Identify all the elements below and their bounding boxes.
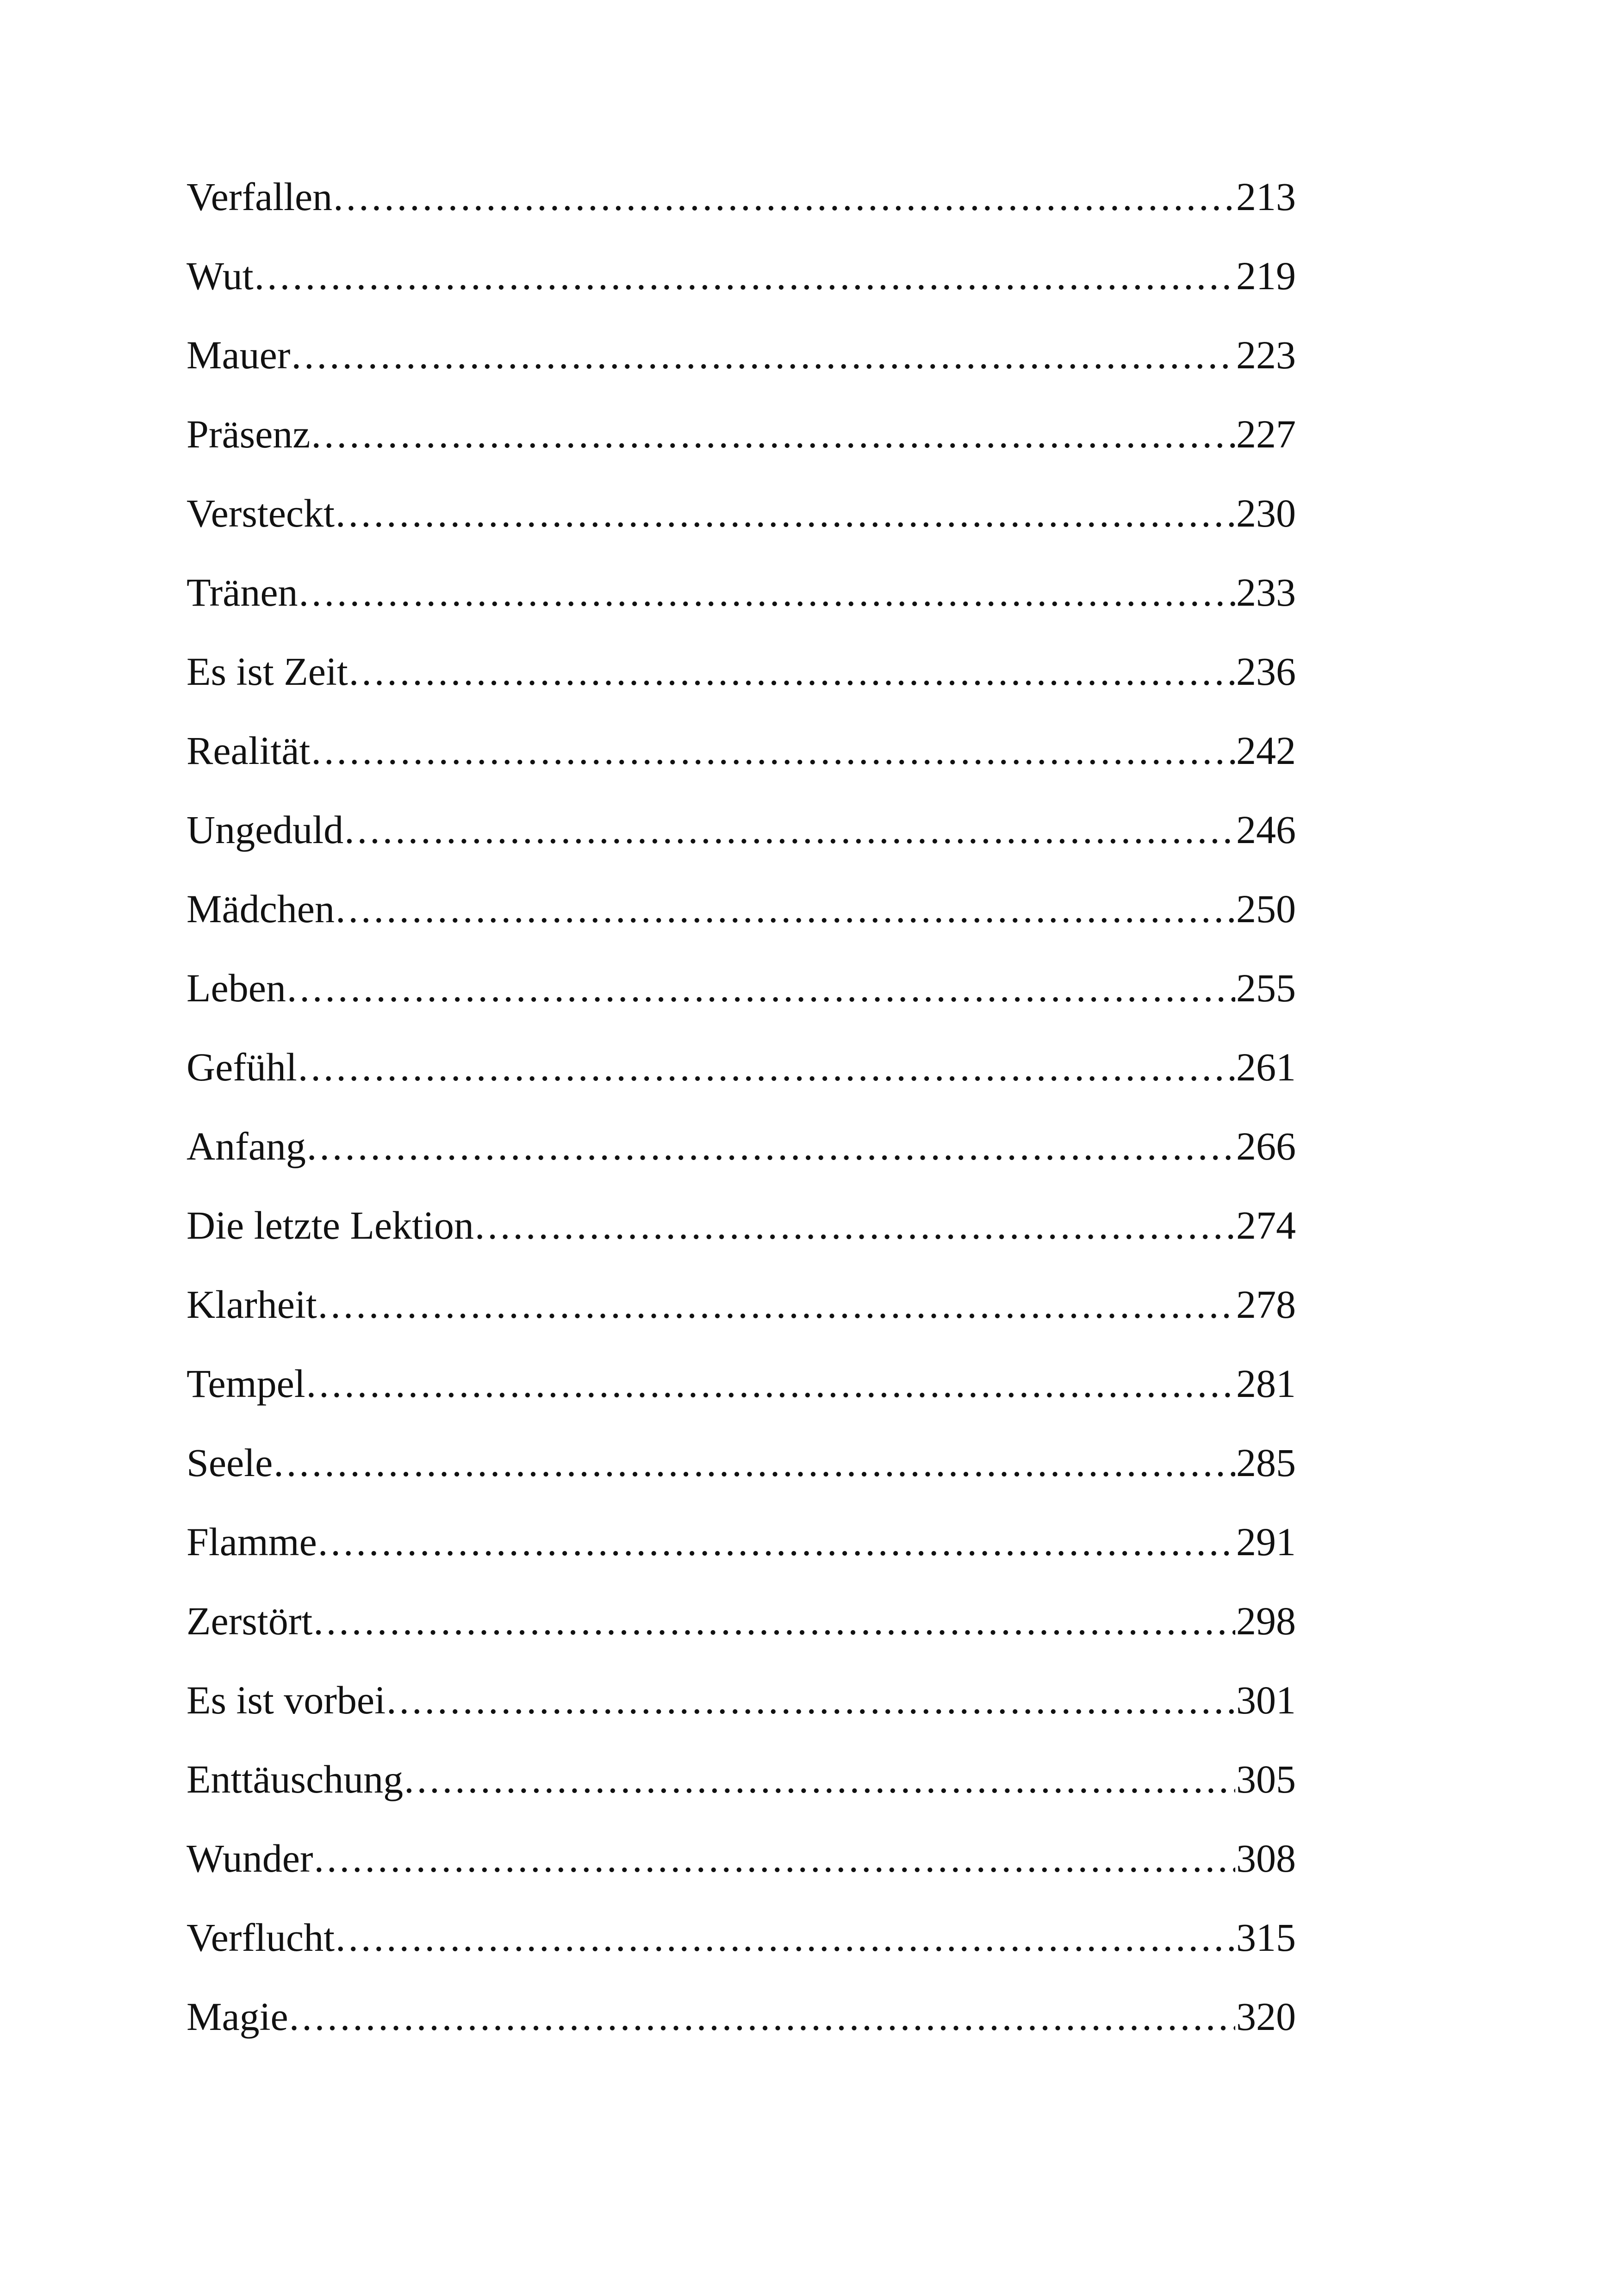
- toc-entry-title: Tränen: [187, 570, 298, 614]
- toc-entry[interactable]: [187, 1265, 1296, 1344]
- toc-entry[interactable]: [187, 553, 1296, 632]
- toc-entry-page: 320: [1236, 1994, 1296, 2039]
- toc-entry-title: Anfang: [187, 1124, 306, 1168]
- toc-entry-title: Präsenz: [187, 412, 311, 456]
- dot-leader: [314, 1819, 1235, 1898]
- toc-entry-title: Es ist Zeit: [187, 649, 348, 694]
- toc-entry[interactable]: [187, 316, 1296, 395]
- toc-entry-title: Leben: [187, 966, 286, 1010]
- toc-entry[interactable]: [187, 1661, 1296, 1740]
- toc-entry-page: 301: [1236, 1678, 1296, 1722]
- dot-leader: [311, 395, 1235, 474]
- toc-entry-title: Klarheit: [187, 1282, 317, 1327]
- toc-entry-title: Ungeduld: [187, 807, 344, 852]
- toc-entry[interactable]: [187, 949, 1296, 1028]
- toc-entry-title: Verflucht: [187, 1915, 335, 1960]
- dot-leader: [289, 1977, 1235, 2056]
- toc-entry[interactable]: [187, 157, 1296, 236]
- toc-entry-title: Wunder: [187, 1836, 313, 1880]
- dot-leader: [475, 1186, 1235, 1265]
- toc-entry-page: 219: [1236, 254, 1296, 298]
- toc-entry[interactable]: [187, 1107, 1296, 1186]
- toc-entry[interactable]: [187, 1502, 1296, 1582]
- toc-entry-title: Es ist vorbei: [187, 1678, 386, 1722]
- toc-entry[interactable]: [187, 869, 1296, 949]
- toc-entry-page: 250: [1236, 887, 1296, 931]
- toc-entry-page: 236: [1236, 649, 1296, 694]
- dot-leader: [336, 1898, 1235, 1977]
- toc-entry-page: 227: [1236, 412, 1296, 456]
- toc-entry-page: 255: [1236, 966, 1296, 1010]
- toc-entry-page: 308: [1236, 1836, 1296, 1880]
- toc-entry-title: Die letzte Lektion: [187, 1203, 474, 1247]
- toc-entry-title: Mädchen: [187, 887, 335, 931]
- table-of-contents: [187, 157, 1296, 2056]
- toc-entry-title: Zerstört: [187, 1599, 313, 1643]
- toc-entry[interactable]: [187, 236, 1296, 316]
- toc-entry-page: 291: [1236, 1520, 1296, 1564]
- toc-entry-page: 298: [1236, 1599, 1296, 1643]
- dot-leader: [349, 632, 1235, 711]
- toc-entry-title: Wut: [187, 254, 254, 298]
- dot-leader: [311, 711, 1235, 790]
- dot-leader: [287, 949, 1235, 1028]
- toc-entry-page: 281: [1236, 1361, 1296, 1406]
- toc-entry-title: Realität: [187, 728, 311, 773]
- toc-entry-page: 213: [1236, 174, 1296, 219]
- toc-entry-page: 223: [1236, 333, 1296, 377]
- dot-leader: [386, 1661, 1235, 1740]
- toc-entry-title: Verfallen: [187, 174, 333, 219]
- toc-entry[interactable]: [187, 395, 1296, 474]
- dot-leader: [274, 1423, 1235, 1502]
- toc-entry-title: Flamme: [187, 1520, 317, 1564]
- toc-entry[interactable]: [187, 790, 1296, 869]
- dot-leader: [318, 1502, 1235, 1582]
- toc-entry[interactable]: [187, 1977, 1296, 2056]
- dot-leader: [336, 474, 1235, 553]
- toc-entry-page: 315: [1236, 1915, 1296, 1960]
- toc-entry[interactable]: [187, 1898, 1296, 1977]
- toc-entry-title: Magie: [187, 1994, 288, 2039]
- toc-entry-page: 261: [1236, 1045, 1296, 1089]
- toc-entry-page: 266: [1236, 1124, 1296, 1168]
- dot-leader: [404, 1740, 1235, 1819]
- toc-entry-page: 233: [1236, 570, 1296, 614]
- toc-entry-title: Enttäuschung: [187, 1757, 404, 1801]
- toc-entry-title: Mauer: [187, 333, 291, 377]
- toc-entry[interactable]: [187, 1186, 1296, 1265]
- dot-leader: [344, 790, 1235, 869]
- toc-entry-page: 274: [1236, 1203, 1296, 1247]
- toc-entry[interactable]: [187, 632, 1296, 711]
- toc-entry[interactable]: [187, 1740, 1296, 1819]
- dot-leader: [307, 1107, 1235, 1186]
- toc-entry[interactable]: [187, 1028, 1296, 1107]
- dot-leader: [299, 553, 1236, 632]
- toc-entry[interactable]: [187, 1423, 1296, 1502]
- toc-entry[interactable]: [187, 1582, 1296, 1661]
- toc-entry-page: 242: [1236, 728, 1296, 773]
- toc-entry-title: Seele: [187, 1440, 273, 1485]
- toc-entry-page: 230: [1236, 491, 1296, 535]
- toc-entry[interactable]: [187, 1819, 1296, 1898]
- toc-entry-title: Versteckt: [187, 491, 335, 535]
- toc-entry-page: 278: [1236, 1282, 1296, 1327]
- dot-leader: [291, 316, 1235, 395]
- toc-entry-page: 285: [1236, 1440, 1296, 1485]
- dot-leader: [336, 869, 1235, 949]
- dot-leader: [318, 1265, 1235, 1344]
- toc-entry-title: Gefühl: [187, 1045, 297, 1089]
- toc-entry-title: Tempel: [187, 1361, 305, 1406]
- toc-entry-page: 305: [1236, 1757, 1296, 1801]
- toc-entry[interactable]: [187, 711, 1296, 790]
- dot-leader: [333, 157, 1235, 236]
- toc-entry-page: 246: [1236, 807, 1296, 852]
- dot-leader: [306, 1344, 1235, 1423]
- toc-entry[interactable]: [187, 1344, 1296, 1423]
- toc-entry[interactable]: [187, 474, 1296, 553]
- dot-leader: [255, 236, 1235, 316]
- dot-leader: [298, 1028, 1235, 1107]
- dot-leader: [313, 1582, 1235, 1661]
